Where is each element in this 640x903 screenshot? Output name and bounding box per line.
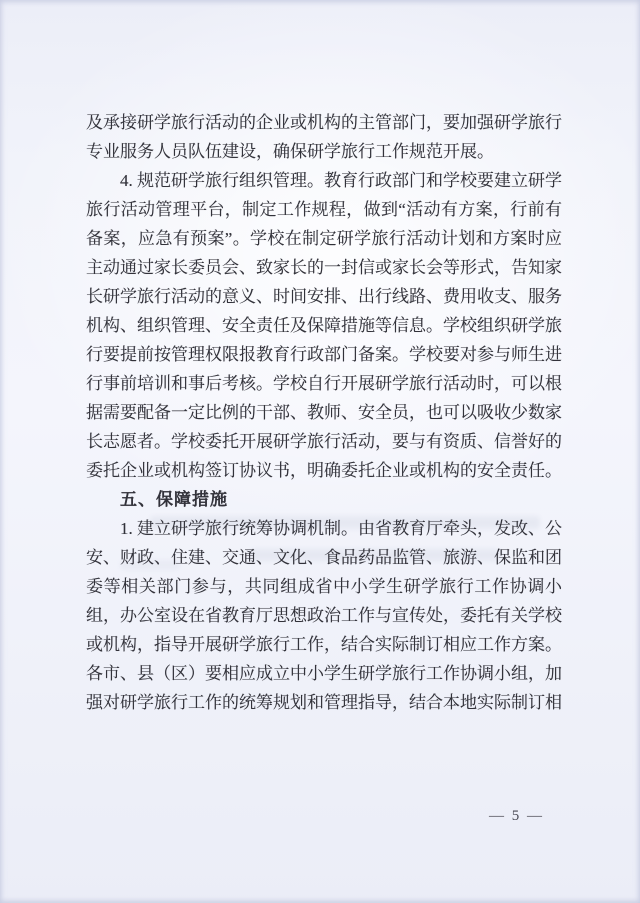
paragraph: 4. 规范研学旅行组织管理。教育行政部门和学校要建立研学旅行活动管理平台，制定工作规程，做到“活动有方案，行前有备案，应急有预案”。学校在制定研学旅行活动计划和方案时应主动通过家长委员会、致家长的一封信或家长会等形式，告知家长研学旅行活动的意义、时间安排、出行线路、费用收支、服务机构、组织管理、安全责任及保障措施等信息。学校组织研学旅行要提前按管理权限报教育行政部门备案。学校要对参与师生进行事前培训和事后考核。学校自行开展研学旅行活动时，可以根据需要配备一定比例的干部、教师、安全员，也可以吸收少数家长志愿者。学校委托开展研学旅行活动，要与有资质、信誉好的委托企业或机构签订协议书，明确委托企业或机构的安全责任。	[86, 171, 562, 480]
paragraph: 1. 建立研学旅行统筹协调机制。由省教育厅牵头，发改、公安、财政、住建、交通、文化、食品药品监管、旅游、保监和团委等相关部门参与，共同组成省中小学生研学旅行工作协调小组，办公室设在省教育厅思想政治工作与宣传处，委托有关学校或机构，指导开展研学旅行工作，结合实际制订相应工作方案。各市、县（区）要相应成立中小学生研学旅行工作协调小组，加强对研学旅行工作的统筹规划和管理指导，结合本地实际制订相	[86, 519, 562, 712]
paragraph: 及承接研学旅行活动的企业或机构的主管部门，要加强研学旅行专业服务人员队伍建设，确保研学旅行工作规范开展。	[86, 113, 562, 161]
document-body	[86, 108, 562, 717]
section-heading: 五、保障措施	[120, 490, 228, 509]
page-number: — 5 —	[489, 808, 544, 824]
